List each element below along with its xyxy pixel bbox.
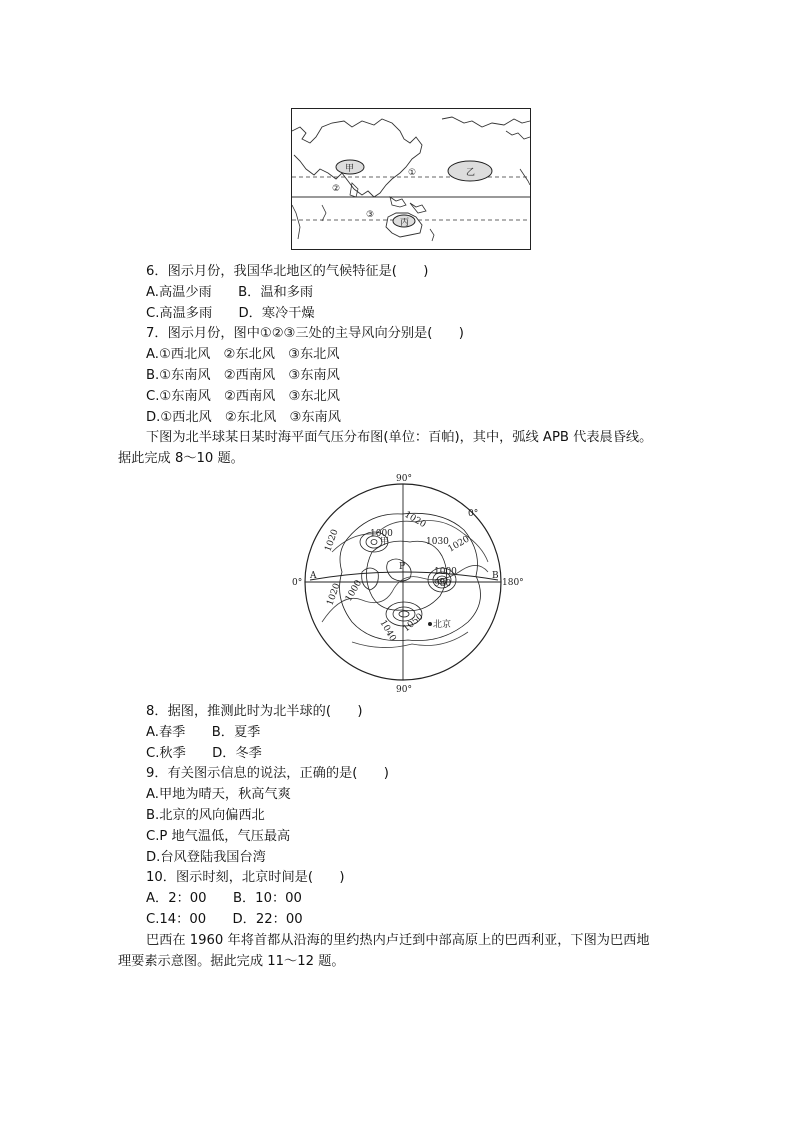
asia-coastline (292, 119, 422, 197)
q9-option-c: C.P 地气温低，气压最高 (146, 828, 291, 844)
q7-option-b: B.①东南风 ②西南风 ③东南风 (146, 367, 340, 383)
africa-coast (292, 205, 300, 239)
questions-8-10 (118, 702, 698, 972)
label-1020-c: 1020 (446, 534, 472, 555)
label-p: P (399, 562, 406, 572)
label-jia: 甲 (345, 164, 355, 174)
q8-options-ab: A.春季 B．夏季 (146, 724, 261, 740)
intro-8-10-line1: 下图为北半球某日某时海平面气压分布图(单位：百帕)，其中，弧线 APB 代表晨昏线。 (146, 430, 653, 446)
q8-options-cd: C.秋季 D．冬季 (146, 745, 262, 761)
q10-options-cd: C.14：00 D．22：00 (146, 911, 303, 927)
intro-11-12-line1: 巴西在 1960 年将首都从沿海的里约热内卢迁到中部高原上的巴西利亚，下图为巴西地 (146, 932, 650, 948)
africa-coast (322, 205, 326, 221)
q10-stem: 10．图示时刻，北京时间是( ) (146, 870, 345, 886)
label-1040: 1040 (377, 618, 398, 644)
questions-6-7 (118, 262, 698, 470)
island-outline (390, 197, 406, 207)
label-a: A (310, 571, 317, 581)
label-circle-2: ② (332, 184, 341, 194)
nz-outline (430, 229, 434, 241)
label-zero-meridian: 0° (468, 509, 479, 519)
island-outline (410, 203, 426, 213)
intro-8-10-line2: 据此完成 8～10 题。 (118, 451, 244, 467)
q6-stem: 6．图示月份，我国华北地区的气候特征是( ) (146, 264, 429, 279)
label-bottom-90: 90° (396, 685, 412, 695)
label-bing: 丙 (400, 218, 410, 228)
label-1000-b: 1000 (434, 567, 457, 577)
label-1030: 1030 (426, 537, 449, 547)
isobar-ring (362, 568, 379, 590)
label-1020-d: 1020 (325, 582, 343, 608)
q7-option-c: C.①东南风 ②西南风 ③东北风 (146, 388, 340, 404)
q9-stem: 9．有关图示信息的说法，正确的是( ) (146, 766, 389, 782)
q7-option-d: D.①西北风 ②东北风 ③东南风 (146, 409, 341, 425)
label-circle-3: ③ (366, 210, 375, 220)
q9-option-d: D.台风登陆我国台湾 (146, 849, 266, 865)
q6-options-ab: A.高温少雨 B．温和多雨 (146, 284, 314, 300)
label-circle-1: ① (408, 168, 417, 178)
label-top-90: 90° (396, 474, 412, 484)
q7-option-a: A.①西北风 ②东北风 ③东北风 (146, 347, 340, 363)
label-right-180: 180° (502, 578, 524, 588)
label-beijing: 北京 (433, 620, 452, 630)
q9-option-a: A.甲地为晴天，秋高气爽 (146, 787, 291, 803)
label-980: 980 (434, 579, 452, 589)
label-b: B (492, 571, 499, 581)
q9-option-b: B.北京的风向偏西北 (146, 807, 265, 823)
america-coast (506, 131, 530, 139)
label-1000-a: 1000 (370, 529, 393, 539)
isobar-jia-ring (371, 540, 377, 545)
label-1020-a: 1020 (323, 528, 341, 554)
isobar-high-ring (399, 611, 409, 617)
label-left-0: 0° (292, 578, 303, 588)
figure-1-pressure-map (291, 108, 531, 250)
label-1000-c: 1000 (343, 578, 365, 604)
label-1050: 1050 (401, 611, 426, 635)
q6-options-cd: C.高温多雨 D．寒冷干燥 (146, 305, 315, 321)
intro-11-12-line2: 理要素示意图。据此完成 11～12 题。 (118, 953, 345, 969)
coastline (352, 632, 468, 648)
q7-stem: 7．图示月份，图中①②③三处的主导风向分别是( ) (146, 326, 464, 342)
figure-2-polar-pressure-map (292, 472, 524, 695)
q10-options-ab: A．2：00 B．10：00 (146, 891, 302, 907)
label-1020-b: 1020 (402, 509, 428, 531)
label-yi: 乙 (466, 168, 476, 178)
label-jia: 甲 (380, 537, 390, 547)
beijing-point (428, 622, 432, 626)
q8-stem: 8．据图，推测此时为北半球的( ) (146, 704, 363, 719)
north-coast (442, 117, 530, 127)
